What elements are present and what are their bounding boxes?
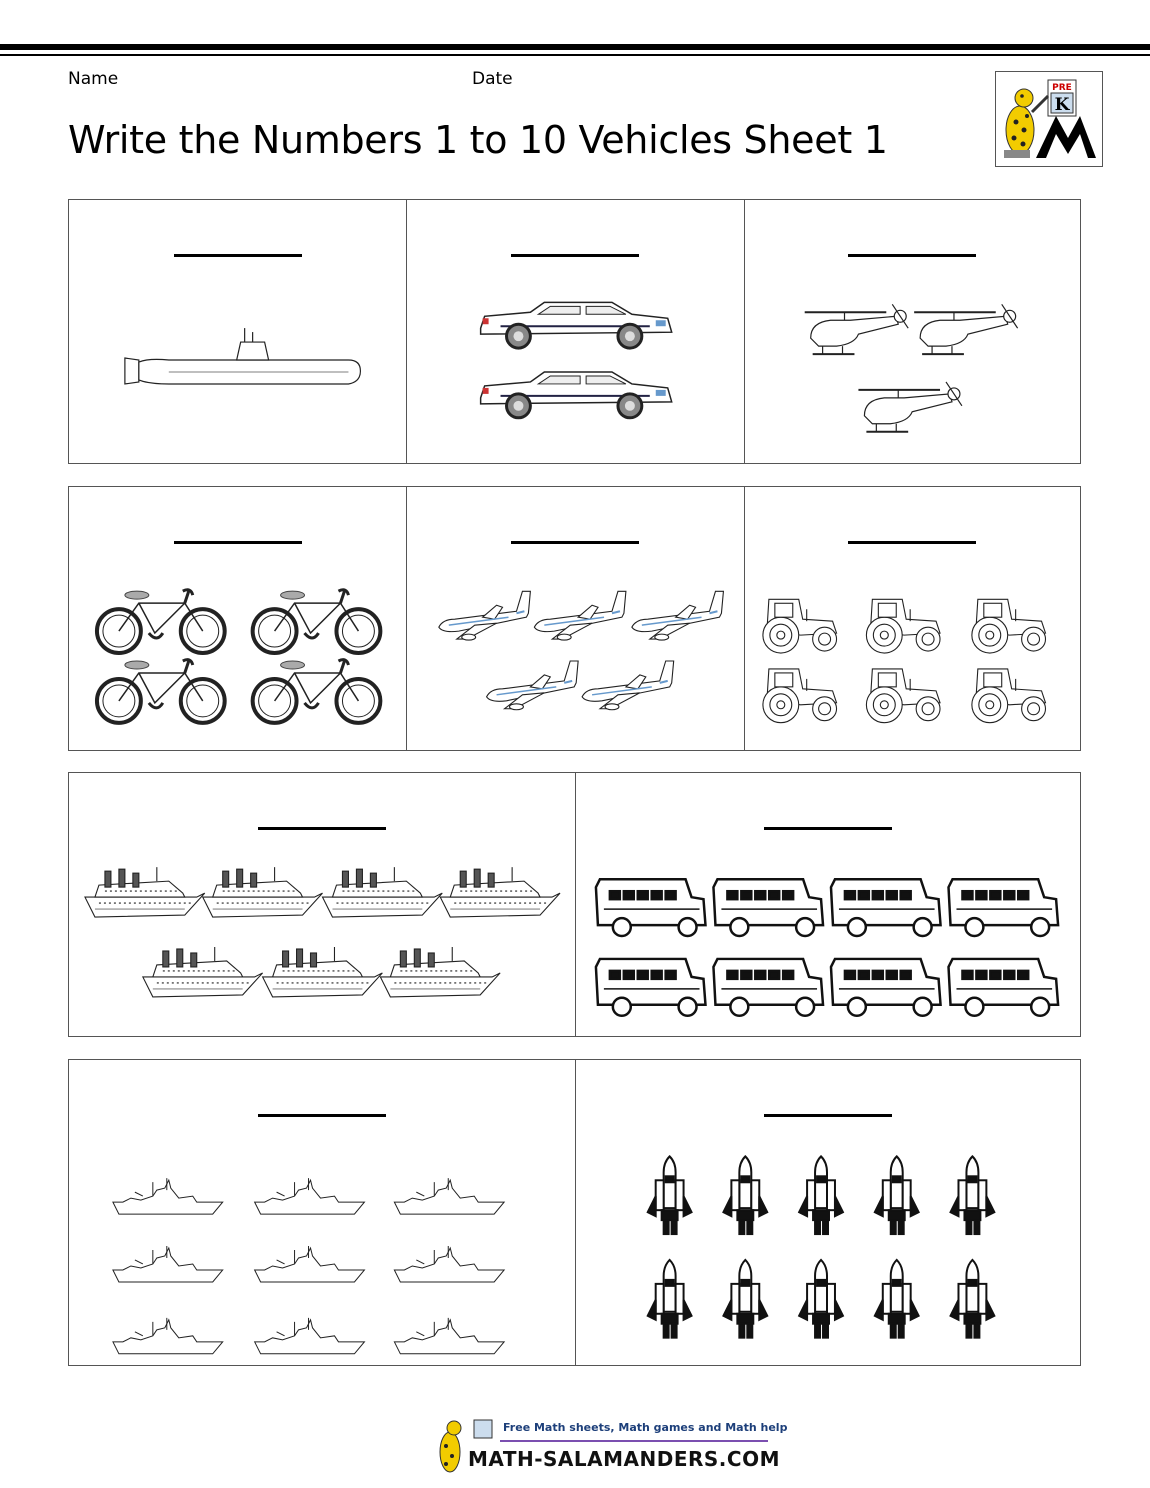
footer-divider — [500, 1440, 768, 1442]
top-rule-thin — [0, 54, 1150, 56]
cell-helicopter — [744, 200, 1080, 463]
cell-cruise-ship — [69, 773, 575, 1036]
space-shuttle-picture — [576, 1138, 1080, 1366]
cell-airplane — [406, 487, 743, 750]
answer-line[interactable] — [764, 1114, 892, 1117]
answer-line[interactable] — [511, 541, 639, 544]
answer-line[interactable] — [258, 1114, 386, 1117]
helicopter-picture — [745, 278, 1080, 464]
row-1 — [68, 199, 1081, 464]
answer-line[interactable] — [174, 541, 302, 544]
cell-submarine — [69, 200, 406, 463]
submarine-picture — [69, 278, 406, 464]
cell-bus — [575, 773, 1080, 1036]
bus-picture — [576, 851, 1080, 1037]
tractor-picture — [745, 565, 1080, 751]
top-rule-thick — [0, 44, 1150, 50]
footer-tagline: Free Math sheets, Math games and Math help — [503, 1421, 788, 1434]
bicycle-picture — [69, 565, 406, 751]
page-title: Write the Numbers 1 to 10 Vehicles Sheet 1 — [68, 118, 888, 162]
row-4 — [68, 1059, 1081, 1366]
svg-text:K: K — [1054, 95, 1070, 115]
answer-line[interactable] — [511, 254, 639, 257]
row-3 — [68, 772, 1081, 1037]
cell-space-shuttle — [575, 1060, 1080, 1365]
cell-bicycle — [69, 487, 406, 750]
cell-car — [406, 200, 743, 463]
answer-line[interactable] — [174, 254, 302, 257]
cruise-ship-picture — [69, 851, 575, 1037]
airplane-picture — [407, 565, 743, 751]
prek-logo — [995, 71, 1103, 167]
answer-line[interactable] — [848, 541, 976, 544]
cell-tractor — [744, 487, 1080, 750]
answer-line[interactable] — [848, 254, 976, 257]
svg-text:PRE: PRE — [1052, 83, 1072, 93]
footer-brand[interactable]: MATH-SALAMANDERS.COM — [468, 1447, 780, 1471]
answer-line[interactable] — [258, 827, 386, 830]
cell-warship — [69, 1060, 575, 1365]
name-label: Name — [68, 69, 119, 89]
answer-line[interactable] — [764, 827, 892, 830]
warship-picture — [69, 1138, 575, 1366]
car-picture — [407, 278, 743, 464]
row-2 — [68, 486, 1081, 751]
date-label: Date — [472, 69, 513, 89]
